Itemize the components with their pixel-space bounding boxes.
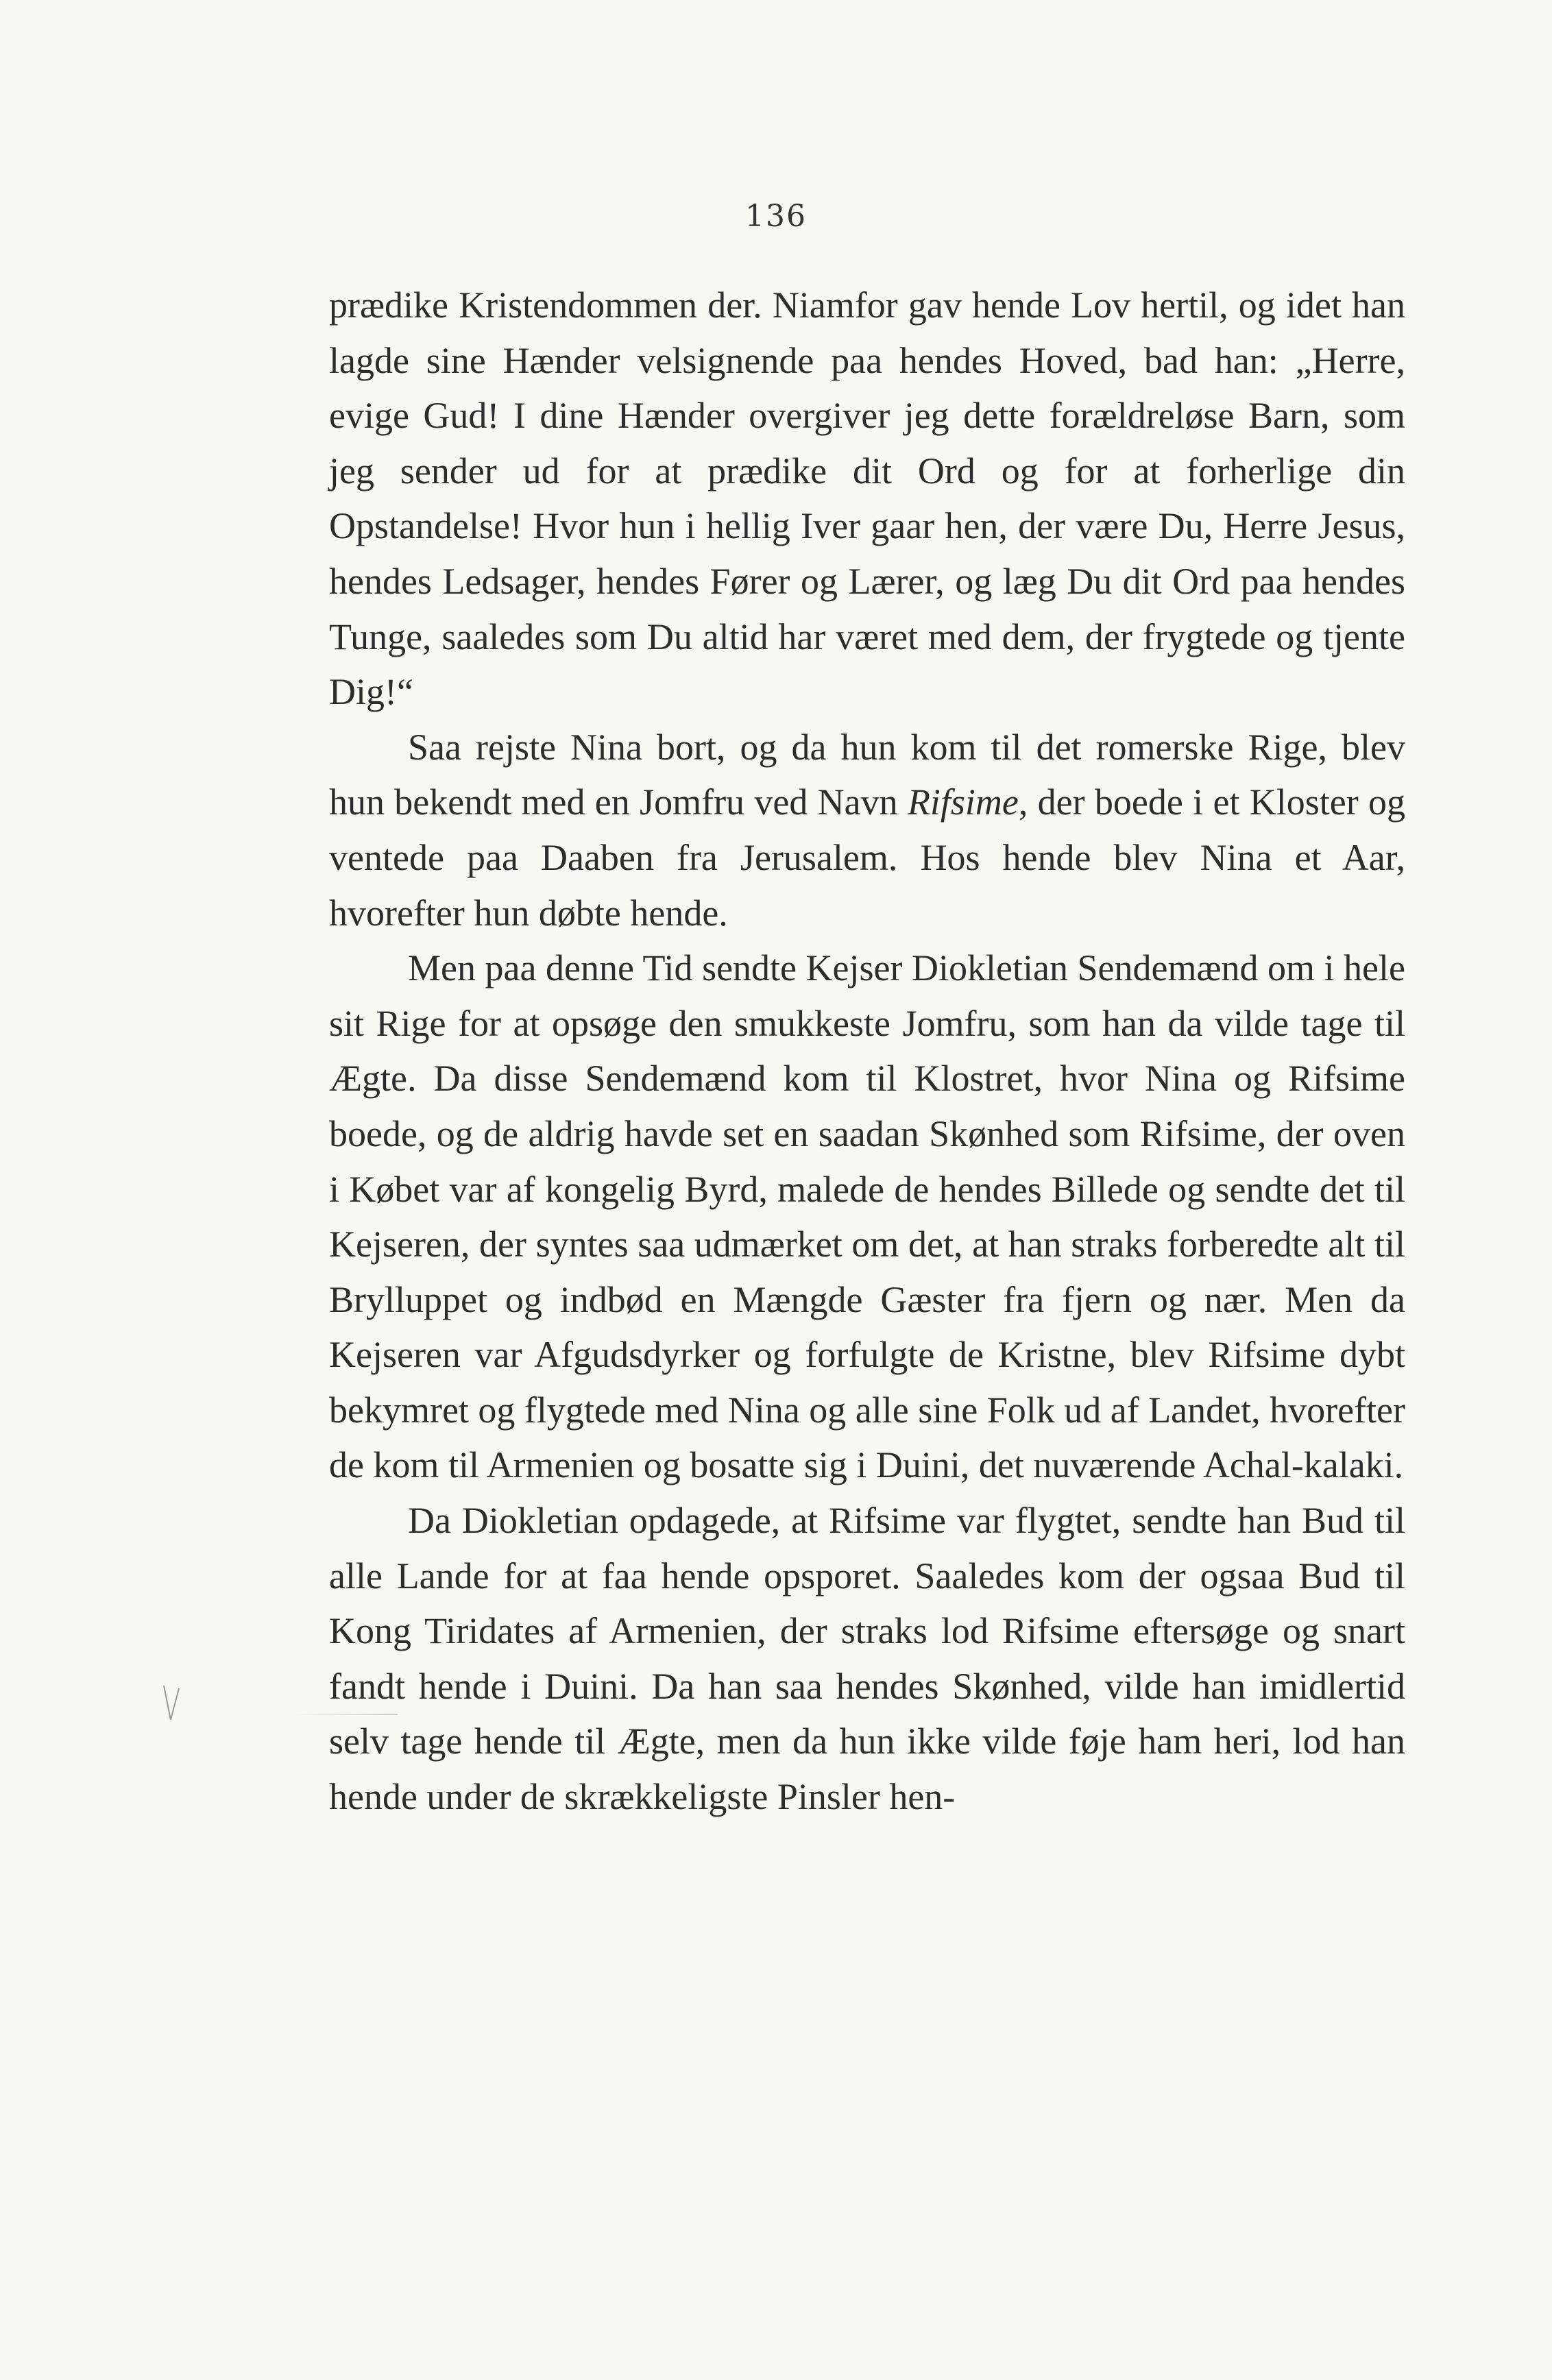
text-segment: Saa rejste Nina bort, og da hun kom til det romerske Rige, blev hun bekendt med en Jomfru ved Navn xyxy=(329,726,1405,823)
text-segment: Men paa denne Tid sendte Kejser Diokletian Sendemænd om i hele sit Rige for at opsøge den smukkeste Jomfru, som han da vilde tage til Ægte. Da disse Sendemænd kom til Klostret, hvor Nina og Rifsime boede, og de aldrig havde set en saadan Skønhed som Rifsime, der oven i Købet var af kongelig Byrd, malede de hendes Billede og sendte det til Kejseren, der syntes saa udmærket om det, at han straks forberedte alt til Brylluppet og indbød en Mængde Gæster fra fjern og nær. Men da Kejseren var Afgudsdyrker og forfulgte de Kristne, blev Rifsime dybt bekymret og flygtede med Nina og alle sine Folk ud af Landet, hvorefter de kom til Armenien og bosatte sig i Duini, det nuværende Achal-kalaki. xyxy=(329,947,1406,1486)
body-text xyxy=(329,278,1405,1825)
pencil-line xyxy=(295,1714,398,1715)
page-number: 136 xyxy=(745,199,807,234)
paragraph xyxy=(329,940,1405,1493)
paragraph xyxy=(329,720,1405,940)
paragraph xyxy=(329,278,1405,720)
pencil-mark-icon xyxy=(161,1683,182,1724)
italic-name: Rifsime xyxy=(907,781,1019,823)
text-segment: , der boede i et Kloster og ventede paa Daaben fra Jerusalem. Hos hende blev Nina et Aar, hvorefter hun døbte hende. xyxy=(329,781,1405,934)
paragraph xyxy=(329,1493,1405,1825)
text-segment: prædike Kristendommen der. Niamfor gav hende Lov hertil, og idet han lagde sine Hænder velsignende paa hendes Hoved, bad han: „Herre, evige Gud! I dine Hænder overgiver jeg dette forældreløse Barn, som jeg sender ud for at prædike dit Ord og for at forherlige din Opstandelse! Hvor hun i hellig Iver gaar hen, der være Du, Herre Jesus, hendes Ledsager, hendes Fører og Lærer, og læg Du dit Ord paa hendes Tunge, saaledes som Du altid har været med dem, der frygtede og tjente Dig!“ xyxy=(329,284,1405,713)
text-segment: Da Diokletian opdagede, at Rifsime var flygtet, sendte han Bud til alle Lande for at faa hende opsporet. Saaledes kom der ogsaa Bud til Kong Tiridates af Armenien, der straks lod Rifsime eftersøge og snart fandt hende i Duini. Da han saa hendes Skønhed, vilde han imidlertid selv tage hende til Ægte, men da hun ikke vilde føje ham heri, lod han hende under de skrækkeligste Pinsler hen- xyxy=(329,1500,1405,1818)
